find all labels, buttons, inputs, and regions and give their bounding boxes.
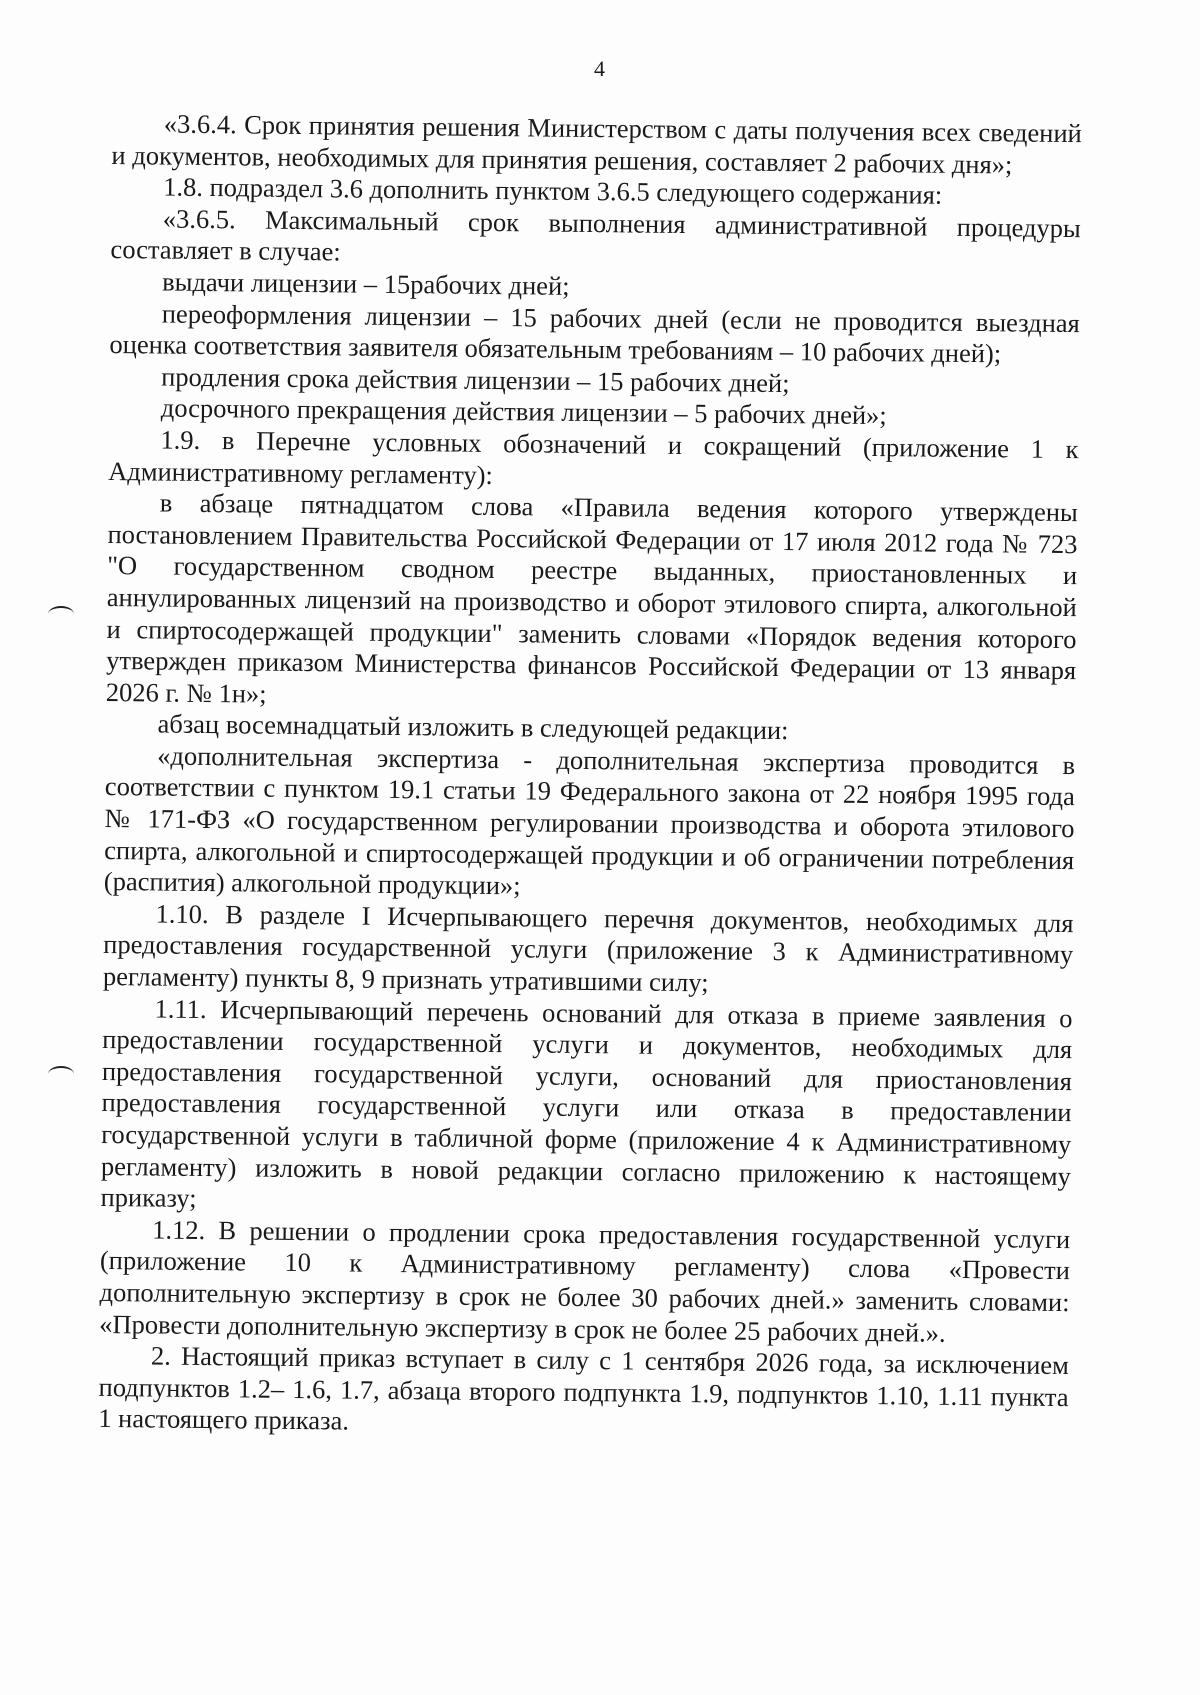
paragraph-1-12: 1.12. В решении о продлении срока предоставления государственной услуги (приложение 10 к Административному регламенту) слова «Провести дополнительную экспертизу в срок не более 30 рабочих дней.» заменить словами: «Провести дополнительную экспертизу в срок не более 25 рабочих дней.». xyxy=(99,1214,1071,1348)
paragraph-reissuance: переоформления лицензии – 15 рабочих дней (если не проводится выездная оценка соответствия заявителя обязательным требованиям – 10 рабочих дней); xyxy=(109,298,1080,369)
paragraph-1-8: 1.8. подраздел 3.6 дополнить пунктом 3.6.5 следующего содержания: xyxy=(163,171,943,210)
paragraph-3-6-4: «3.6.4. Срок принятия решения Министерством с даты получения всех сведений и документов, необходимых для принятия решения, составляет 2 рабочих дня»; xyxy=(111,108,1082,180)
paragraph-eighteenth-abzac: абзац восемнадцатый изложить в следующей редакции: xyxy=(157,708,789,746)
paragraph-additional-expertise: «дополнительная экспертиза - дополнительная экспертиза проводится в соответствии с пунктом 19.1 статьи 19 Федерального закона от 22 ноября 1995 года № 171-ФЗ «О государственном регулировании производства и оборота этилового спирта, алкогольной и спиртосодержащей продукции и об ограничении потребления (распития) алкогольной продукции»; xyxy=(103,740,1076,901)
margin-mark xyxy=(48,1066,74,1082)
paragraph-1-10: 1.10. В разделе I Исчерпывающего перечня документов, необходимых для предоставления государственной услуги (приложение 3 к Административному регламенту) пункты 8, 9 признать утратившими силу; xyxy=(102,898,1074,998)
margin-mark xyxy=(48,606,74,622)
paragraph-early-termination: досрочного прекращения действия лицензии – 5 рабочих дней»; xyxy=(160,392,887,431)
paragraph-1-9: 1.9. в Перечне условных обозначений и сокращений (приложение 1 к Административному регламенту): xyxy=(108,424,1079,490)
paragraph-3-6-5: «3.6.5. Максимальный срок выполнения административной процедуры составляет в случае: xyxy=(110,203,1081,267)
document-body xyxy=(98,108,1082,1445)
page-number: 4 xyxy=(594,56,606,81)
paragraph-fifteenth-abzac: в абзаце пятнадцатом слова «Правила ведения которого утверждены постановлением Правительства Российской Федерации от 17 июля 2012 года № 723 "О государственном сводном реестре выданных, приостановленных и аннулированных лицензий на производство и оборот этилового спирта, алкогольной и спиртосодержащей продукции" заменить словами «Порядок ведения которого утвержден приказом Министерства финансов Российской Федерации от 13 января 2026 г. № 1н»; xyxy=(105,487,1078,709)
paragraph-extension: продления срока действия лицензии – 15 рабочих дней; xyxy=(161,361,790,398)
paragraph-1-11: 1.11. Исчерпывающий перечень оснований для отказа в приеме заявления о предоставлении государственной услуги и документов, необходимых для предоставления государственной услуги, оснований для приостановления предоставления государственной услуги или отказа в предоставлении государственной услуги в табличной форме (приложение 4 к Административному регламенту) изложить в новой редакции согласно приложению к настоящему приказу; xyxy=(100,993,1073,1214)
paragraph-2: 2. Настоящий приказ вступает в силу с 1 сентября 2026 года, за исключением подпунктов 1.2– 1.6, 1.7, абзаца второго подпункта 1.9, подпунктов 1.10, 1.11 пункта 1 настоящего приказа. xyxy=(98,1340,1070,1436)
paragraph-issuance: выдачи лицензии – 15рабочих дней; xyxy=(162,266,570,301)
